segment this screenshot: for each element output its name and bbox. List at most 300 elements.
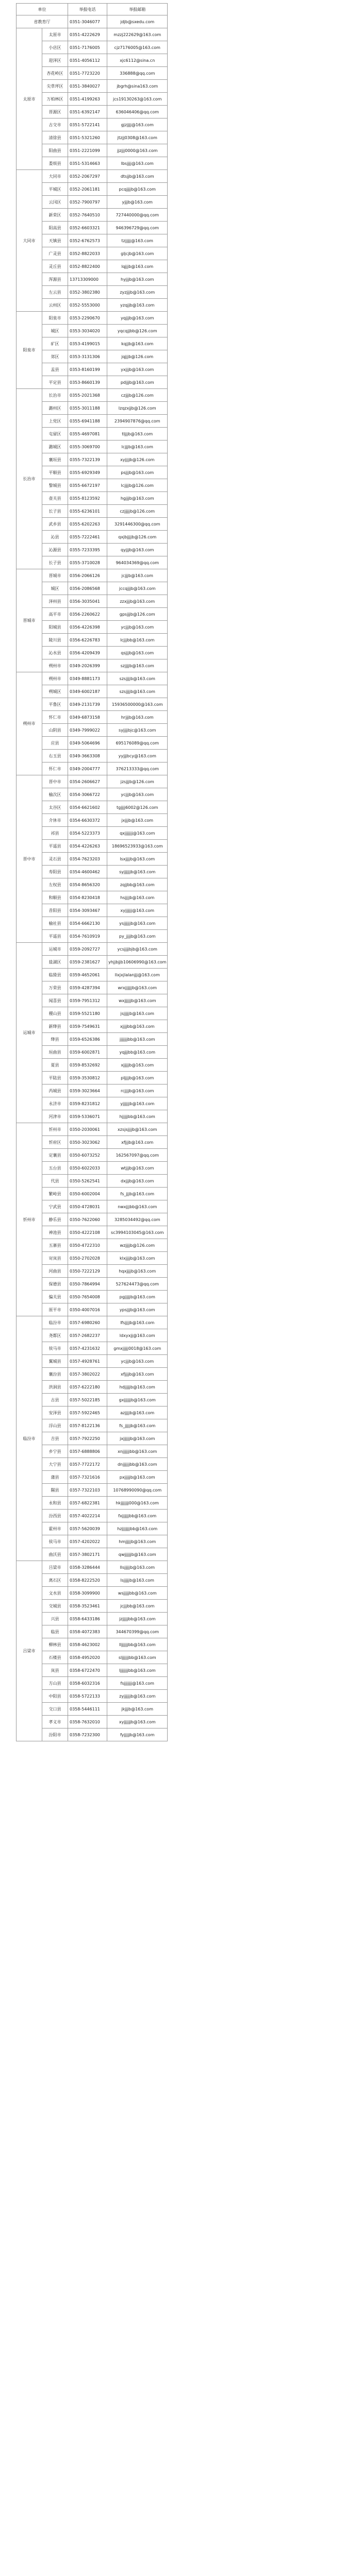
- email-cell: czjjjb@126.com: [107, 389, 168, 402]
- phone-cell: 0351-2221099: [68, 144, 107, 157]
- city-cell: 长治市: [17, 389, 42, 569]
- district-cell: 蒲县: [42, 1471, 68, 1484]
- district-cell: 尖草坪区: [42, 80, 68, 93]
- email-cell: lbsjjjj@163.com: [107, 157, 168, 170]
- table-row: [17, 1561, 168, 1574]
- phone-cell: 0354-3093467: [68, 904, 107, 917]
- district-cell: 代县: [42, 1175, 68, 1188]
- district-cell: 尧都区: [42, 1329, 68, 1342]
- district-cell: 左权县: [42, 878, 68, 891]
- phone-cell: 0354-6621602: [68, 801, 107, 814]
- district-cell: 高平市: [42, 608, 68, 621]
- district-cell: 寿阳县: [42, 866, 68, 878]
- email-cell: wrxjjjjjjb@163.com: [107, 981, 168, 994]
- district-cell: 灵石县: [42, 853, 68, 866]
- email-cell: wzjjjjb@126.com: [107, 1239, 168, 1252]
- email-cell: yjjjb@163.com: [107, 196, 168, 209]
- phone-cell: 0350-3023062: [68, 1136, 107, 1149]
- district-cell: 平城区: [42, 183, 68, 196]
- phone-cell: 0354-7623203: [68, 853, 107, 866]
- header-email: 举报邮箱: [107, 4, 168, 15]
- phone-cell: 0358-4623002: [68, 1638, 107, 1651]
- district-cell: 怀仁市: [42, 762, 68, 775]
- email-cell: lsxjjjjb@163.com: [107, 853, 168, 866]
- phone-cell: 0354-6630372: [68, 814, 107, 827]
- district-cell: 吕梁市: [42, 1561, 68, 1574]
- phone-cell: 0357-3802171: [68, 1548, 107, 1561]
- district-cell: 山阴县: [42, 724, 68, 737]
- phone-cell: 0357-7321616: [68, 1471, 107, 1484]
- email-cell: jdjb@sxedu.com: [107, 15, 168, 28]
- phone-cell: 0351-5722141: [68, 118, 107, 131]
- phone-cell: 0355-6202263: [68, 518, 107, 531]
- phone-cell: 0350-6022033: [68, 1162, 107, 1175]
- phone-cell: 0357-7922250: [68, 1432, 107, 1445]
- email-cell: zyjjjjjjb@163.com: [107, 1690, 168, 1703]
- phone-cell: 0352-6603321: [68, 222, 107, 234]
- phone-cell: 0350-4728031: [68, 1200, 107, 1213]
- phone-cell: 0354-7610919: [68, 930, 107, 943]
- district-cell: 保德县: [42, 1278, 68, 1291]
- phone-cell: 0351-3046077: [68, 15, 107, 28]
- email-cell: jxjjjb@163.com: [107, 814, 168, 827]
- district-cell: 浮山县: [42, 1419, 68, 1432]
- phone-cell: 0356-3035041: [68, 595, 107, 608]
- phone-cell: 0357-6822381: [68, 1497, 107, 1510]
- district-cell: 晋中市: [42, 775, 68, 788]
- phone-cell: 0358-6032316: [68, 1677, 107, 1690]
- district-cell: 沁水县: [42, 647, 68, 659]
- phone-cell: 0349-2026399: [68, 659, 107, 672]
- email-cell: qxjbjjjjb@126.com: [107, 531, 168, 544]
- district-cell: 云冈区: [42, 196, 68, 209]
- email-cell: pdjjjb@163.com: [107, 376, 168, 389]
- email-cell: hsjjjjb@163.com: [107, 891, 168, 904]
- email-cell: xjjjjjb@163.com: [107, 1059, 168, 1072]
- email-cell: jjzjjj0000@163.com: [107, 144, 168, 157]
- email-cell: 162567097@qq.com: [107, 1149, 168, 1162]
- email-cell: xjjjjbb@163.com: [107, 1020, 168, 1033]
- email-cell: wtjjjb@163.com: [107, 1162, 168, 1175]
- district-cell: 朔州市: [42, 672, 68, 685]
- email-cell: xzsjsjjjjb@163.com: [107, 1123, 168, 1136]
- email-cell: 727440000@qq.com: [107, 209, 168, 222]
- phone-cell: 0351-4199263: [68, 93, 107, 106]
- phone-cell: 0356-2086568: [68, 582, 107, 595]
- district-cell: 矿区: [42, 337, 68, 350]
- district-cell: 中阳县: [42, 1690, 68, 1703]
- email-cell: hzjjjjjjjbb@163.com: [107, 1522, 168, 1535]
- email-cell: tgjjjj6002@126.com: [107, 801, 168, 814]
- phone-cell: 0350-6002004: [68, 1188, 107, 1200]
- table-row: [17, 1123, 168, 1136]
- email-cell: py_jjjjb@163.com: [107, 930, 168, 943]
- table-row: [17, 775, 168, 788]
- phone-cell: 0356-2260622: [68, 608, 107, 621]
- district-cell: 清徐县: [42, 131, 68, 144]
- district-cell: 长治市: [42, 389, 68, 402]
- email-cell: fyjjjjjb@163.com: [107, 1728, 168, 1741]
- email-cell: hyjjjb@163.com: [107, 273, 168, 286]
- phone-cell: 0354-8656320: [68, 878, 107, 891]
- city-cell: 朔州市: [17, 672, 42, 775]
- email-cell: xyjjjjjjb@163.com: [107, 1716, 168, 1728]
- table-header-row: [17, 4, 168, 15]
- phone-cell: 0355-7222461: [68, 531, 107, 544]
- district-cell: 翼城县: [42, 1355, 68, 1368]
- district-cell: 阳泉市: [42, 312, 68, 325]
- phone-cell: 0359-4287394: [68, 981, 107, 994]
- email-cell: jkjjjb@163.com: [107, 1703, 168, 1716]
- district-cell: 祁县: [42, 827, 68, 840]
- district-cell: 浑源县: [42, 273, 68, 286]
- district-cell: 临汾市: [42, 1316, 68, 1329]
- district-cell: 方山县: [42, 1677, 68, 1690]
- district-cell: 沁源县: [42, 544, 68, 556]
- email-cell: ycjjjb@163.com: [107, 1355, 168, 1368]
- city-cell: 晋城市: [17, 569, 42, 672]
- phone-cell: 0354-4226263: [68, 840, 107, 853]
- email-cell: pljjjjb@163.com: [107, 1072, 168, 1084]
- district-cell: 吉县: [42, 1432, 68, 1445]
- phone-cell: 0352-2067297: [68, 170, 107, 183]
- district-cell: 静乐县: [42, 1213, 68, 1226]
- phone-cell: 0358-4952020: [68, 1651, 107, 1664]
- email-cell: lqjjjb@163.com: [107, 260, 168, 273]
- phone-cell: 0357-6222180: [68, 1381, 107, 1394]
- district-cell: 娄烦县: [42, 157, 68, 170]
- district-cell: 长子县: [42, 505, 68, 518]
- district-cell: 平鲁区: [42, 698, 68, 711]
- phone-cell: 0359-2092727: [68, 943, 107, 956]
- district-cell: 盂县: [42, 363, 68, 376]
- phone-cell: 0351-5321260: [68, 131, 107, 144]
- email-cell: yzqjjb@163.com: [107, 299, 168, 312]
- email-cell: yhjjbjjb10606990@163.com: [107, 956, 168, 969]
- district-cell: 大同市: [42, 170, 68, 183]
- district-cell: 武乡县: [42, 518, 68, 531]
- district-cell: 兴县: [42, 1613, 68, 1625]
- district-cell: 古交市: [42, 118, 68, 131]
- phone-cell: 0350-7622060: [68, 1213, 107, 1226]
- phone-cell: 0350-7654008: [68, 1291, 107, 1303]
- phone-cell: 0350-4722310: [68, 1239, 107, 1252]
- phone-cell: 0349-5064696: [68, 737, 107, 750]
- phone-cell: 0351-7176005: [68, 41, 107, 54]
- phone-cell: 0358-3099900: [68, 1587, 107, 1600]
- district-cell: 介休市: [42, 814, 68, 827]
- email-cell: hqxjjjjb@163.com: [107, 1265, 168, 1278]
- phone-cell: 0352-6762573: [68, 234, 107, 247]
- district-cell: 汾西县: [42, 1510, 68, 1522]
- email-cell: hgjjjb@163.com: [107, 492, 168, 505]
- phone-cell: 0355-6929349: [68, 466, 107, 479]
- email-cell: gljcjb@163.com: [107, 247, 168, 260]
- district-cell: 晋城市: [42, 569, 68, 582]
- district-cell: 小店区: [42, 41, 68, 54]
- district-cell: 壶关县: [42, 492, 68, 505]
- district-cell: 侯马市: [42, 1535, 68, 1548]
- phone-cell: 0355-2021368: [68, 389, 107, 402]
- email-cell: hdjjjjjb@163.com: [107, 1381, 168, 1394]
- email-cell: tljjjb@163.com: [107, 428, 168, 440]
- district-cell: 平遥县: [42, 930, 68, 943]
- district-cell: 潞城区: [42, 440, 68, 453]
- district-cell: 交口县: [42, 1703, 68, 1716]
- city-cell: 忻州市: [17, 1123, 42, 1316]
- district-cell: 运城市: [42, 943, 68, 956]
- phone-cell: 0358-4072383: [68, 1625, 107, 1638]
- phone-cell: 0357-2682237: [68, 1329, 107, 1342]
- phone-cell: 0354-5223373: [68, 827, 107, 840]
- district-cell: 万荣县: [42, 981, 68, 994]
- city-cell: 运城市: [17, 943, 42, 1123]
- district-cell: 襄垣县: [42, 453, 68, 466]
- district-cell: 宁武县: [42, 1200, 68, 1213]
- phone-cell: 0357-5022185: [68, 1394, 107, 1406]
- email-cell: lsjjjjjb@163.com: [107, 1574, 168, 1587]
- district-cell: 临猗县: [42, 969, 68, 981]
- phone-cell: 0359-7549631: [68, 1020, 107, 1033]
- district-cell: 太谷区: [42, 801, 68, 814]
- table-row: [17, 28, 168, 41]
- email-cell: lcjjjjb@126.com: [107, 479, 168, 492]
- district-cell: 右玉县: [42, 750, 68, 762]
- phone-cell: 0357-6980260: [68, 1316, 107, 1329]
- email-cell: nwxjjjbb@163.com: [107, 1200, 168, 1213]
- district-cell: 繁峙县: [42, 1188, 68, 1200]
- district-cell: 陵川县: [42, 634, 68, 647]
- district-cell: 古县: [42, 1394, 68, 1406]
- district-cell: 新绛县: [42, 1020, 68, 1033]
- email-cell: sc3994103045@163.com: [107, 1226, 168, 1239]
- email-cell: jsjjjjjb@163.com: [107, 1007, 168, 1020]
- district-cell: 怀仁市: [42, 711, 68, 724]
- phone-cell: 0359-6526386: [68, 1033, 107, 1046]
- email-cell: jzjjjjjbb@163.com: [107, 1613, 168, 1625]
- email-cell: hkjjjjjjj000@163.com: [107, 1497, 168, 1510]
- district-cell: 襄汾县: [42, 1368, 68, 1381]
- district-cell: 屯留区: [42, 428, 68, 440]
- email-cell: klxjjjjb@163.com: [107, 1252, 168, 1265]
- district-cell: 榆社县: [42, 917, 68, 930]
- email-cell: psjjjb@163.com: [107, 466, 168, 479]
- email-cell: ysjjjjjjb@163.com: [107, 917, 168, 930]
- district-cell: 河津市: [42, 1110, 68, 1123]
- email-cell: ljjjjjjjbb@163.com: [107, 1664, 168, 1677]
- phone-cell: 0359-4652061: [68, 969, 107, 981]
- email-cell: 15936500000@163.com: [107, 698, 168, 711]
- phone-cell: 0352-8822400: [68, 260, 107, 273]
- email-cell: gxjjjjjjb@163.com: [107, 1394, 168, 1406]
- email-cell: yqcqjjbb@126.com: [107, 325, 168, 337]
- district-cell: 阳城县: [42, 621, 68, 634]
- email-cell: qwjjjjjjb@163.com: [107, 1548, 168, 1561]
- phone-cell: 0359-7951312: [68, 994, 107, 1007]
- email-cell: syjjjjjjb@163.com: [107, 866, 168, 878]
- phone-cell: 0350-2702028: [68, 1252, 107, 1265]
- city-cell: 临汾市: [17, 1316, 42, 1561]
- unit-cell: 省教育厅: [17, 15, 68, 28]
- city-cell: 阳泉市: [17, 312, 42, 389]
- phone-cell: 0355-3011188: [68, 402, 107, 415]
- email-cell: zzxjjjb@163.com: [107, 595, 168, 608]
- email-cell: qxjjjjjjj@163.com: [107, 827, 168, 840]
- district-cell: 平顺县: [42, 466, 68, 479]
- email-cell: jccqjjjb@163.com: [107, 582, 168, 595]
- city-cell: 晋中市: [17, 775, 42, 943]
- phone-cell: 0354-4600462: [68, 866, 107, 878]
- phone-cell: 0349-6873158: [68, 711, 107, 724]
- district-cell: 榆次区: [42, 788, 68, 801]
- email-cell: jzsjjjb@126.com: [107, 775, 168, 788]
- phone-cell: 0349-6002187: [68, 685, 107, 698]
- phone-cell: 0357-5620039: [68, 1522, 107, 1535]
- email-cell: jjjjjjjbb@163.com: [107, 1033, 168, 1046]
- email-cell: fs_jjjb@163.com: [107, 1188, 168, 1200]
- email-cell: fs_jjjjjb@163.com: [107, 1419, 168, 1432]
- phone-cell: 0353-2290670: [68, 312, 107, 325]
- phone-cell: 0353-3034020: [68, 325, 107, 337]
- district-cell: 离石区: [42, 1574, 68, 1587]
- phone-cell: 0349-7999022: [68, 724, 107, 737]
- phone-cell: 0353-3131306: [68, 350, 107, 363]
- phone-cell: 0358-6433186: [68, 1613, 107, 1625]
- table-row: [17, 389, 168, 402]
- phone-cell: 0355-7322139: [68, 453, 107, 466]
- district-cell: 永和县: [42, 1497, 68, 1510]
- phone-cell: 0350-7222129: [68, 1265, 107, 1278]
- email-cell: ycjjjb@163.com: [107, 621, 168, 634]
- district-cell: 杏花岭区: [42, 67, 68, 80]
- phone-cell: 13713309000: [68, 273, 107, 286]
- email-cell: dtsjjb@163.com: [107, 170, 168, 183]
- phone-cell: 0356-6226783: [68, 634, 107, 647]
- email-cell: szsjjjjb@163.com: [107, 672, 168, 685]
- table-row: [17, 1316, 168, 1329]
- district-cell: 平遥县: [42, 840, 68, 853]
- email-cell: yqjjjb@163.com: [107, 312, 168, 325]
- email-cell: xfjjjjb@163.com: [107, 1368, 168, 1381]
- phone-cell: 0359-3530812: [68, 1072, 107, 1084]
- email-cell: ycsjjjjbjb@163.com: [107, 943, 168, 956]
- email-cell: 2394907876@qq.com: [107, 415, 168, 428]
- email-cell: lcjjjbb@163.com: [107, 634, 168, 647]
- email-cell: qyjjjb@163.com: [107, 544, 168, 556]
- phone-cell: 0351-3840027: [68, 80, 107, 93]
- district-cell: 泽州县: [42, 595, 68, 608]
- phone-cell: 0355-6941188: [68, 415, 107, 428]
- district-cell: 石楼县: [42, 1651, 68, 1664]
- district-cell: 芮城县: [42, 1084, 68, 1097]
- email-cell: xjc6112@sina.cn: [107, 54, 168, 67]
- phone-cell: 0357-3802022: [68, 1368, 107, 1381]
- email-cell: 10768990090@qq.com: [107, 1484, 168, 1497]
- district-cell: 盐湖区: [42, 956, 68, 969]
- phone-cell: 0353-8160199: [68, 363, 107, 376]
- email-cell: dxjjjb@163.com: [107, 1175, 168, 1188]
- email-cell: fsjjjjjjj@163.com: [107, 1677, 168, 1690]
- city-cell: 吕梁市: [17, 1561, 42, 1741]
- email-cell: jqjjjb@126.com: [107, 350, 168, 363]
- district-cell: 文水县: [42, 1587, 68, 1600]
- email-cell: 695176089@qq.com: [107, 737, 168, 750]
- email-cell: kqjjb@163.com: [107, 337, 168, 350]
- email-cell: 376213333@qq.com: [107, 762, 168, 775]
- district-cell: 侯马市: [42, 1342, 68, 1355]
- district-cell: 阳曲县: [42, 144, 68, 157]
- email-cell: lljjjjjjbb@163.com: [107, 1638, 168, 1651]
- phone-cell: 0355-7233395: [68, 544, 107, 556]
- district-cell: 临县: [42, 1625, 68, 1638]
- email-cell: hrjjjb@163.com: [107, 711, 168, 724]
- district-cell: 隰县: [42, 1484, 68, 1497]
- phone-cell: 0357-7722172: [68, 1458, 107, 1471]
- district-cell: 阳高县: [42, 222, 68, 234]
- district-cell: 左云县: [42, 286, 68, 299]
- district-cell: 应县: [42, 737, 68, 750]
- phone-cell: 0354-8230418: [68, 891, 107, 904]
- phone-cell: 0351-4222629: [68, 28, 107, 41]
- district-cell: 永济市: [42, 1097, 68, 1110]
- email-cell: gjzjjjj@163.com: [107, 118, 168, 131]
- table-row: [17, 170, 168, 183]
- email-cell: cjz7176005@163.com: [107, 41, 168, 54]
- phone-cell: 0358-3523461: [68, 1600, 107, 1613]
- email-cell: pcqjjjjb@163.com: [107, 183, 168, 196]
- phone-cell: 0352-7640510: [68, 209, 107, 222]
- email-cell: hjjjjjbb@163.com: [107, 1110, 168, 1123]
- district-cell: 沁县: [42, 531, 68, 544]
- email-cell: 636046406@qq.com: [107, 106, 168, 118]
- header-phone: 举报电话: [68, 4, 107, 15]
- district-cell: 安泽县: [42, 1406, 68, 1419]
- district-cell: 朔州市: [42, 659, 68, 672]
- district-cell: 黎城县: [42, 479, 68, 492]
- phone-cell: 0356-2066126: [68, 569, 107, 582]
- district-cell: 岚县: [42, 1664, 68, 1677]
- email-cell: yxjjjb@163.com: [107, 363, 168, 376]
- district-cell: 广灵县: [42, 247, 68, 260]
- district-cell: 平定县: [42, 376, 68, 389]
- email-cell: 946396729@qq.com: [107, 222, 168, 234]
- phone-cell: 0351-6392147: [68, 106, 107, 118]
- district-cell: 绛县: [42, 1033, 68, 1046]
- phone-cell: 0356-4226398: [68, 621, 107, 634]
- phone-cell: 0355-6236101: [68, 505, 107, 518]
- district-cell: 新荣区: [42, 209, 68, 222]
- email-cell: jbgrh@sina163.com: [107, 80, 168, 93]
- phone-cell: 0355-8123592: [68, 492, 107, 505]
- phone-cell: 0359-3023664: [68, 1084, 107, 1097]
- email-cell: jcjjjb@163.com: [107, 569, 168, 582]
- email-cell: azjjjjb@163.com: [107, 1406, 168, 1419]
- table-row: [17, 15, 168, 28]
- email-cell: gpsjjjb@126.com: [107, 608, 168, 621]
- district-cell: 柳林县: [42, 1638, 68, 1651]
- phone-cell: 0359-2381627: [68, 956, 107, 969]
- email-cell: 336888@qq.com: [107, 67, 168, 80]
- district-cell: 郊区: [42, 350, 68, 363]
- phone-cell: 0357-7322103: [68, 1484, 107, 1497]
- phone-cell: 0350-6073252: [68, 1149, 107, 1162]
- district-cell: 偏关县: [42, 1291, 68, 1303]
- header-unit: 单位: [17, 4, 68, 15]
- district-cell: 城区: [42, 325, 68, 337]
- phone-cell: 0358-6722470: [68, 1664, 107, 1677]
- email-cell: xfjjjb@163.com: [107, 1136, 168, 1149]
- phone-cell: 0357-5922465: [68, 1406, 107, 1419]
